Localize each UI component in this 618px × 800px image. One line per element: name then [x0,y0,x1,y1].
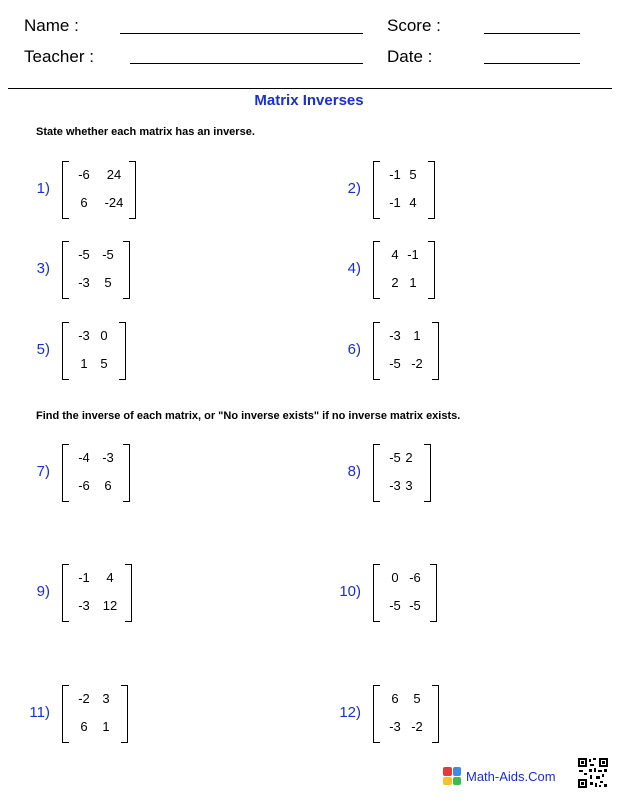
left-bracket [62,161,69,219]
left-bracket [373,161,380,219]
right-bracket [428,161,435,219]
matrix-entry: 4 [409,195,417,210]
section-2-instruction: Find the inverse of each matrix, or "No inverse exists" if no inverse matrix exists. [36,410,461,422]
right-bracket [430,564,437,622]
score-field-line[interactable] [484,33,580,34]
problem-number: 9) [36,583,50,600]
matrix-entry: 1 [80,356,88,371]
matrix-entry: -5 [389,450,401,465]
problem-number: 8) [347,463,361,480]
left-bracket [62,322,69,380]
right-bracket [121,685,128,743]
matrix [373,444,431,502]
matrix [373,322,439,380]
problem-number: 11) [29,704,50,721]
matrix-entry: -5 [409,598,421,613]
matrix-entry: -3 [389,478,401,493]
right-bracket [432,322,439,380]
matrix [62,564,132,622]
matrix-entry: 2 [405,450,413,465]
calculator-icon [443,767,461,785]
score-label: Score : [387,16,441,35]
logo-tile [443,777,452,786]
right-bracket [424,444,431,502]
matrix [373,241,435,299]
matrix-entry: -3 [389,719,401,734]
matrix [62,241,130,299]
logo-tile [453,777,462,786]
matrix-entry: 4 [391,247,399,262]
problem-number: 1) [36,180,50,197]
matrix-entry: -1 [389,195,401,210]
matrix-entry: 5 [104,275,112,290]
matrix-entry: 6 [391,691,399,706]
matrix-entry: -2 [411,719,423,734]
matrix-entry: 12 [102,598,118,613]
date-field-line[interactable] [484,63,580,64]
page-title: Matrix Inverses [254,92,364,109]
left-bracket [62,241,69,299]
matrix-entry: 6 [104,478,112,493]
matrix-entry: 3 [405,478,413,493]
problem-number: 3) [36,260,50,277]
name-field-line[interactable] [120,33,363,34]
matrix-entry: -6 [409,570,421,585]
problem-number: 12) [339,704,361,721]
matrix-entry: -5 [78,247,90,262]
left-bracket [373,564,380,622]
matrix-entry: -1 [78,570,90,585]
header-divider [8,88,612,89]
matrix-entry: -3 [78,275,90,290]
matrix-entry: 5 [413,691,421,706]
right-bracket [125,564,132,622]
matrix-entry: 1 [413,328,421,343]
matrix-entry: 5 [100,356,108,371]
left-bracket [62,564,69,622]
matrix [62,685,128,743]
matrix-entry: 0 [391,570,399,585]
matrix-entry: 5 [409,167,417,182]
problem-number: 7) [36,463,50,480]
left-bracket [62,444,69,502]
matrix-entry: 24 [106,167,122,182]
matrix-entry: 6 [80,195,88,210]
teacher-label: Teacher : [24,47,94,66]
matrix-entry: 1 [409,275,417,290]
matrix [62,161,136,219]
problem-number: 6) [347,341,361,358]
teacher-field-line[interactable] [130,63,363,64]
matrix-entry: 0 [100,328,108,343]
left-bracket [373,685,380,743]
matrix-entry: -6 [78,478,90,493]
logo-tile [453,767,462,776]
matrix-entry: -24 [104,195,124,210]
problem-number: 5) [36,341,50,358]
matrix-entry: -3 [78,598,90,613]
matrix-entry: 4 [106,570,114,585]
matrix-entry: -3 [78,328,90,343]
matrix-entry: -1 [389,167,401,182]
name-label: Name : [24,16,79,35]
matrix-entry: -6 [78,167,90,182]
date-label: Date : [387,47,433,66]
matrix-entry: -5 [102,247,114,262]
matrix-entry: 6 [80,719,88,734]
matrix-entry: 3 [102,691,110,706]
matrix-entry: -3 [389,328,401,343]
right-bracket [432,685,439,743]
section-1-instruction: State whether each matrix has an inverse. [36,126,255,138]
qr-code-icon [578,758,608,788]
matrix [62,322,126,380]
matrix-entry: -3 [102,450,114,465]
matrix-entry: 2 [391,275,399,290]
right-bracket [428,241,435,299]
matrix-entry: -1 [407,247,419,262]
matrix-entry: -5 [389,356,401,371]
matrix [373,564,437,622]
right-bracket [123,241,130,299]
site-link[interactable]: Math-Aids.Com [466,769,556,784]
matrix-entry: 1 [102,719,110,734]
matrix-entry: -4 [78,450,90,465]
matrix [373,161,435,219]
left-bracket [373,241,380,299]
right-bracket [123,444,130,502]
problem-number: 10) [339,583,361,600]
right-bracket [129,161,136,219]
left-bracket [373,322,380,380]
left-bracket [62,685,69,743]
matrix-entry: -2 [411,356,423,371]
matrix-entry: -2 [78,691,90,706]
problem-number: 2) [347,180,361,197]
matrix [62,444,130,502]
left-bracket [373,444,380,502]
logo-tile [443,767,452,776]
problem-number: 4) [347,260,361,277]
matrix-entry: -5 [389,598,401,613]
right-bracket [119,322,126,380]
matrix [373,685,439,743]
